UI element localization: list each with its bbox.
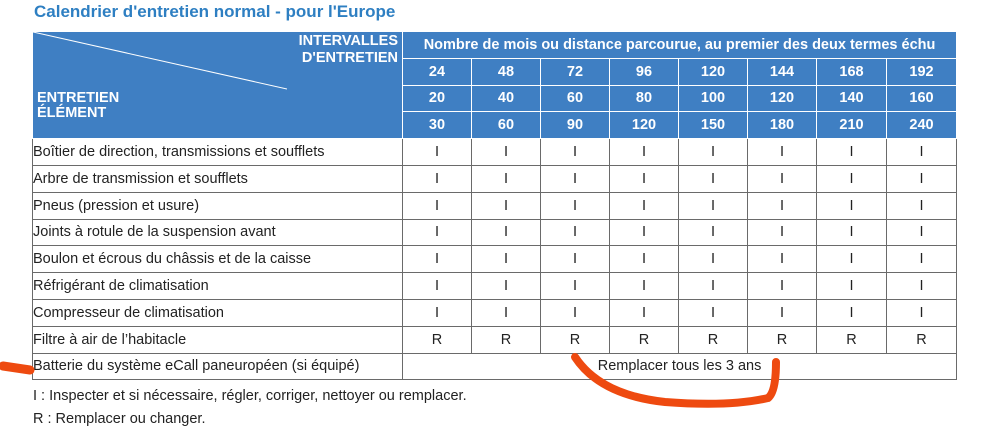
interval-cell: I [610,246,679,273]
interval-cell: I [541,139,610,166]
corner-header-cell [33,32,403,139]
interval-cell: I [541,165,610,192]
header-cell: 20 [403,85,472,112]
interval-cell: I [610,299,679,326]
interval-cell: I [541,246,610,273]
interval-cell: R [403,326,472,353]
interval-cell: I [748,192,817,219]
interval-cell: I [679,192,748,219]
interval-cell: I [748,165,817,192]
interval-cell: I [887,139,957,166]
interval-cell: I [472,299,541,326]
interval-cell: I [610,273,679,300]
interval-cell: I [748,299,817,326]
interval-cell: R [679,326,748,353]
item-name: Pneus (pression et usure) [33,192,403,219]
table-row [33,273,957,300]
interval-cell: I [887,192,957,219]
interval-cell: I [679,273,748,300]
header-cell: 72 [541,58,610,85]
header-cell: 30 [403,112,472,139]
interval-cell: I [472,273,541,300]
item-name: Boulon et écrous du châssis et de la caisse [33,246,403,273]
legend-replace: R : Remplacer ou changer. [33,411,206,427]
item-name: Arbre de transmission et soufflets [33,165,403,192]
item-name: Réfrigérant de climatisation [33,273,403,300]
interval-cell: I [887,165,957,192]
table-row [33,165,957,192]
header-cell: 120 [748,85,817,112]
header-cell: 24 [403,58,472,85]
interval-cell: I [748,273,817,300]
interval-cell: R [541,326,610,353]
header-cell: 120 [610,112,679,139]
header-row-span [33,32,957,59]
interval-cell: I [610,139,679,166]
header-cell: 240 [887,112,957,139]
header-cell: 60 [472,112,541,139]
interval-cell: I [679,219,748,246]
interval-cell: I [541,273,610,300]
header-cell: 90 [541,112,610,139]
interval-cell: R [887,326,957,353]
header-cell: 150 [679,112,748,139]
interval-cell: I [472,139,541,166]
header-cell: 96 [610,58,679,85]
interval-cell: I [887,299,957,326]
interval-cell: I [403,192,472,219]
interval-cell: I [679,246,748,273]
item-name: Compresseur de climatisation [33,299,403,326]
interval-cell: I [748,139,817,166]
interval-cell: I [403,299,472,326]
interval-cell: R [748,326,817,353]
item-name: Boîtier de direction, transmissions et soufflets [33,139,403,166]
header-cell: 60 [541,85,610,112]
interval-cell: I [817,219,887,246]
corner-intervals-label: INTERVALLES D'ENTRETIEN [298,33,398,66]
interval-cell: R [817,326,887,353]
table-row [33,219,957,246]
interval-cell: I [541,299,610,326]
interval-cell: R [610,326,679,353]
header-cell: 140 [817,85,887,112]
maintenance-schedule-table [32,31,957,380]
interval-cell: I [817,246,887,273]
header-cell: 80 [610,85,679,112]
interval-cell: I [403,165,472,192]
interval-span-header: Nombre de mois ou distance parcourue, au premier des deux termes échu [403,32,957,59]
legend-inspect: I : Inspecter et si nécessaire, régler, corriger, nettoyer ou remplacer. [33,388,467,404]
interval-cell: I [679,139,748,166]
interval-cell: I [817,192,887,219]
interval-cell: I [610,219,679,246]
interval-cell: I [817,139,887,166]
table-row [33,192,957,219]
interval-cell: I [748,219,817,246]
item-name: Filtre à air de l’habitacle [33,326,403,353]
interval-cell: I [887,246,957,273]
header-cell: 144 [748,58,817,85]
header-cell: 192 [887,58,957,85]
table-row [33,326,957,353]
interval-cell: I [610,165,679,192]
interval-cell: I [887,219,957,246]
header-cell: 180 [748,112,817,139]
interval-cell: I [748,246,817,273]
interval-cell: I [472,246,541,273]
interval-cell: I [472,219,541,246]
interval-cell: I [403,219,472,246]
interval-cell: I [541,192,610,219]
interval-cell: R [472,326,541,353]
header-cell: 160 [887,85,957,112]
header-cell: 100 [679,85,748,112]
ecall-replace-note: Remplacer tous les 3 ans [403,353,957,380]
interval-cell: I [610,192,679,219]
interval-cell: I [472,165,541,192]
interval-cell: I [887,273,957,300]
header-cell: 210 [817,112,887,139]
header-cell: 120 [679,58,748,85]
table-row [33,299,957,326]
table-row [33,139,957,166]
interval-cell: I [817,165,887,192]
page-title: Calendrier d'entretien normal - pour l'Europe [34,2,396,21]
interval-cell: I [403,246,472,273]
header-cell: 48 [472,58,541,85]
interval-cell: I [403,273,472,300]
annotation-tick-mark [3,366,30,370]
interval-cell: I [472,192,541,219]
table-row [33,246,957,273]
header-cell: 40 [472,85,541,112]
corner-items-label: ENTRETIEN ÉLÉMENT [37,90,120,121]
interval-cell: I [679,299,748,326]
item-name: Joints à rotule de la suspension avant [33,219,403,246]
ecall-row [33,353,957,380]
ecall-item-name: Batterie du système eCall paneuropéen (si équipé) [33,353,403,380]
interval-cell: I [403,139,472,166]
interval-cell: I [817,299,887,326]
interval-cell: I [679,165,748,192]
interval-cell: I [541,219,610,246]
interval-cell: I [817,273,887,300]
header-cell: 168 [817,58,887,85]
